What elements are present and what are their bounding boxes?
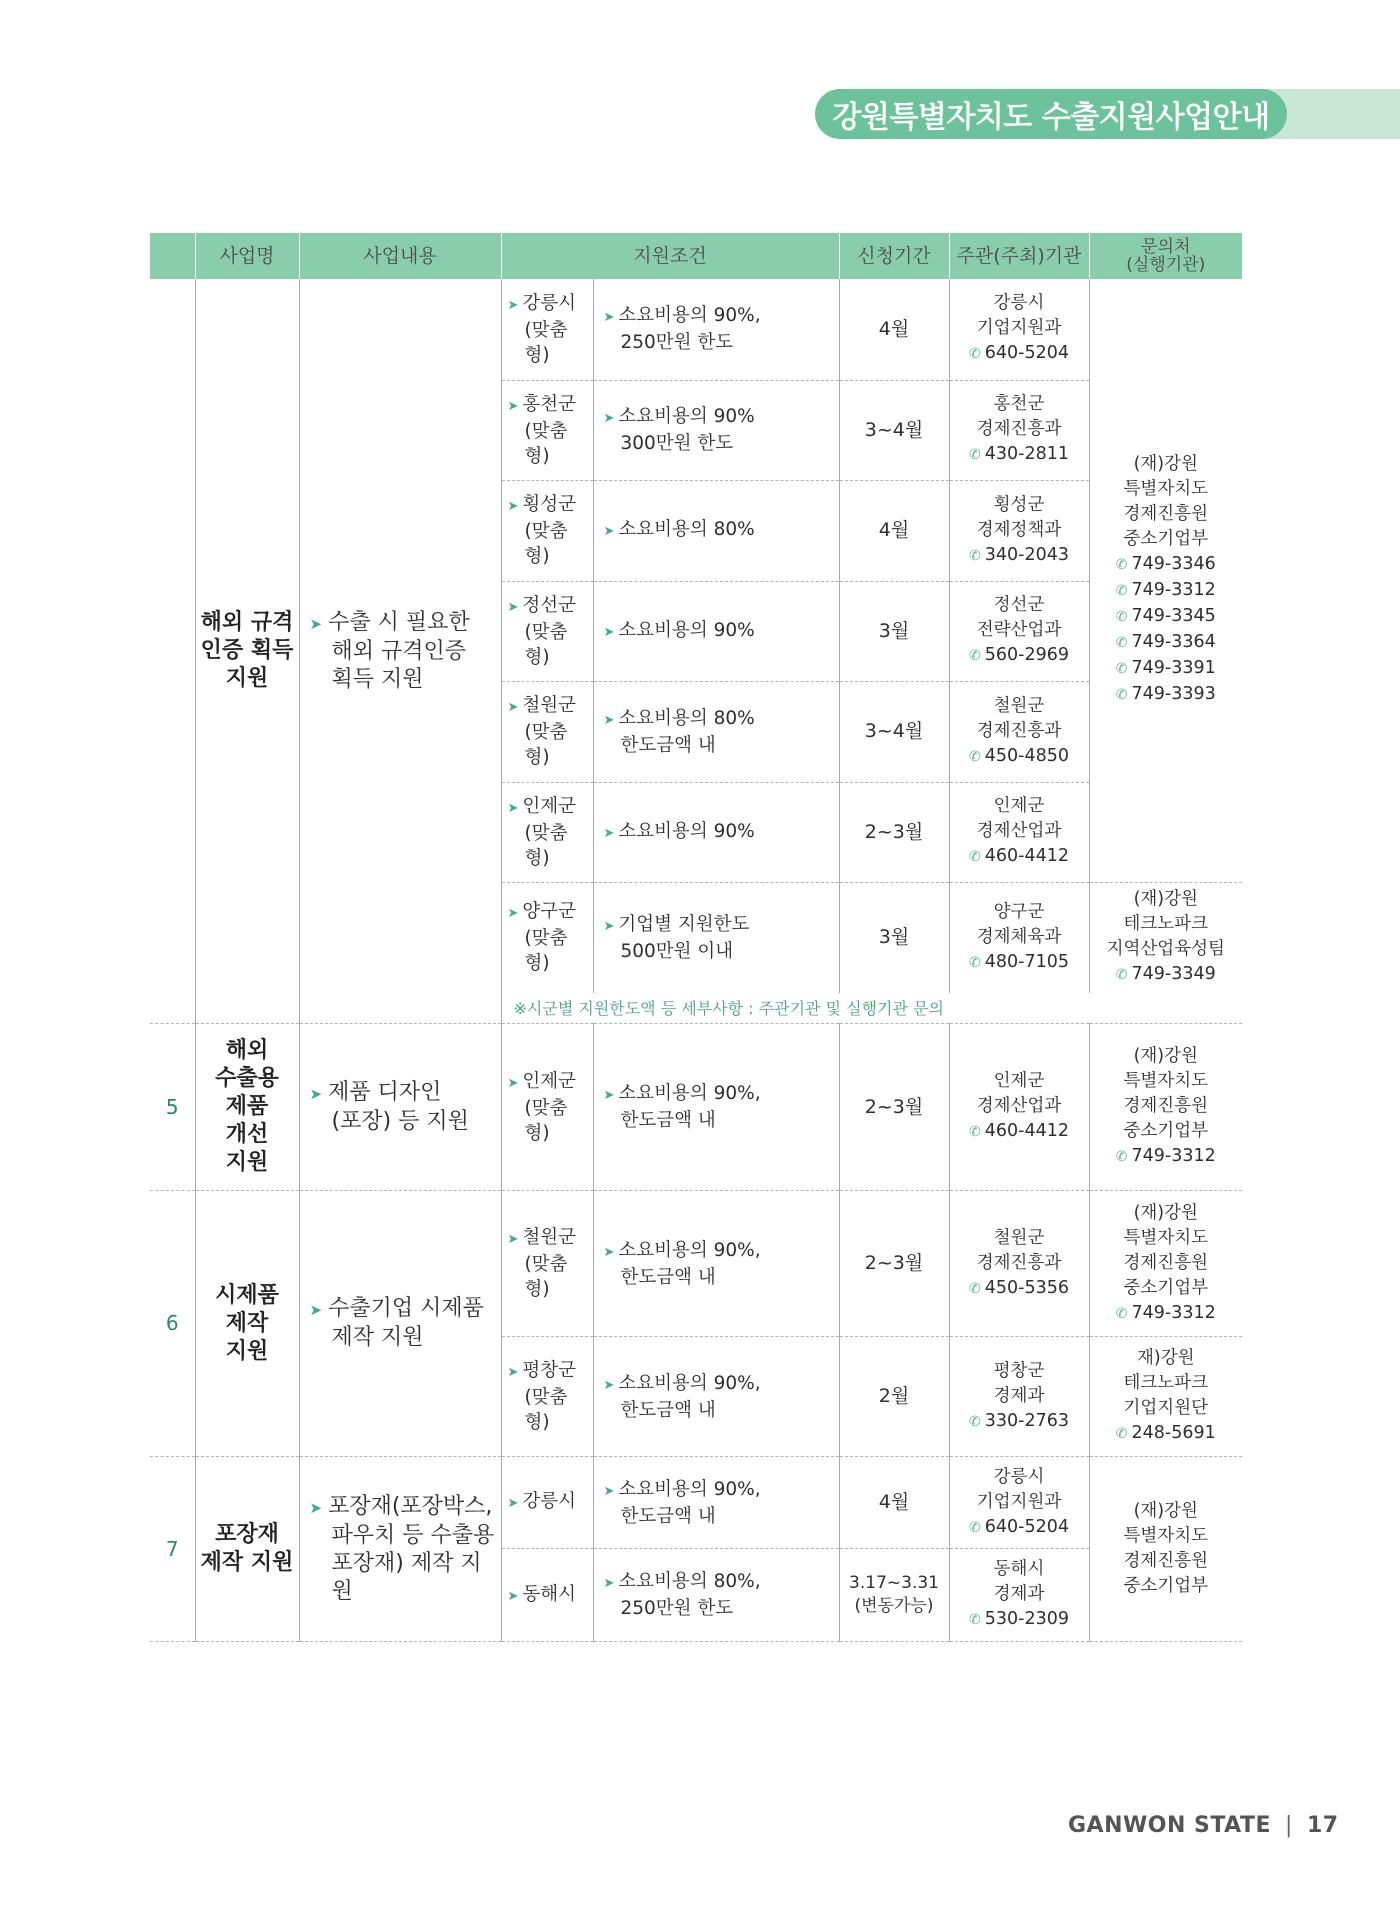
phone-icon: ✆: [1115, 1426, 1128, 1442]
region-cell: ➤ 횡성군 (맞춤형): [501, 480, 593, 581]
agency-cell: 정선군 전략산업과 ✆ 560-2969: [949, 581, 1089, 681]
arrow-right-icon: ➤: [507, 1588, 519, 1604]
condition-cell: ➤ 소요비용의 90%, 한도금액 내: [593, 1457, 839, 1549]
phone-icon: ✆: [969, 954, 981, 971]
condition-cell: ➤ 소요비용의 90%, 한도금액 내: [593, 1337, 839, 1457]
period-cell: 2월: [839, 1337, 949, 1457]
contact-cell: (재)강원 특별자치도 경제진흥원 중소기업부 ✆ 749-3346 ✆ 749-3312 ✆ 749-3345 ✆ 749-3364 ✆ 749-3391 ✆ 749-3393: [1089, 279, 1242, 882]
agency-cell: 강릉시 기업지원과 ✆ 640-5204: [949, 1457, 1089, 1549]
footer-separator: |: [1285, 1812, 1293, 1838]
agency-cell: 횡성군 경제정책과 ✆ 340-2043: [949, 480, 1089, 581]
business-content: ➤ 포장재(포장박스, 파우치 등 수출용 포장재) 제작 지원: [299, 1457, 501, 1642]
phone-icon: ✆: [969, 748, 981, 765]
arrow-right-icon: ➤: [507, 800, 519, 816]
arrow-right-icon: ➤: [507, 398, 519, 414]
agency-cell: 인제군 경제산업과 ✆ 460-4412: [949, 782, 1089, 882]
business-name: 해외 규격 인증 획득 지원: [195, 279, 299, 1024]
arrow-right-icon: ➤: [507, 1496, 519, 1511]
table-row: [150, 1457, 1242, 1549]
contact-cell: 재)강원 테크노파크 기업지원단 ✆ 248-5691: [1089, 1337, 1242, 1457]
arrow-right-icon: ➤: [603, 825, 615, 841]
period-cell: 4월: [839, 279, 949, 380]
period-cell: 2~3월: [839, 1024, 949, 1191]
region-cell: ➤ 평창군 (맞춤형): [501, 1337, 593, 1457]
period-cell: 3월: [839, 882, 949, 993]
condition-cell: ➤ 소요비용의 90%: [593, 581, 839, 681]
row-number: 7: [150, 1457, 195, 1642]
arrow-right-icon: ➤: [603, 1483, 615, 1499]
region-cell: ➤ 강릉시: [501, 1457, 593, 1549]
agency-cell: 동해시 경제과 ✆ 530-2309: [949, 1549, 1089, 1642]
header-apply-period: 신청기간: [839, 233, 949, 279]
agency-cell: 철원군 경제진흥과 ✆ 450-5356: [949, 1191, 1089, 1337]
arrow-right-icon: ➤: [507, 1075, 519, 1091]
table-header-row: [150, 233, 1242, 279]
region-cell: ➤ 동해시: [501, 1549, 593, 1642]
phone-icon: ✆: [1115, 967, 1128, 984]
arrow-right-icon: ➤: [603, 1576, 615, 1591]
period-cell: 3월: [839, 581, 949, 681]
phone-icon: ✆: [969, 1280, 981, 1297]
phone-icon: ✆: [1115, 635, 1128, 652]
region-cell: ➤ 인제군 (맞춤형): [501, 1024, 593, 1191]
phone-icon: ✆: [1115, 557, 1128, 574]
business-content: ➤ 수출 시 필요한 해외 규격인증 획득 지원: [299, 279, 501, 1024]
phone-icon: ✆: [1115, 687, 1128, 704]
period-cell: 4월: [839, 480, 949, 581]
business-content: ➤ 제품 디자인 (포장) 등 지원: [299, 1024, 501, 1191]
arrow-right-icon: ➤: [309, 1084, 323, 1103]
arrow-right-icon: ➤: [309, 1498, 323, 1517]
agency-cell: 철원군 경제진흥과 ✆ 450-4850: [949, 681, 1089, 782]
condition-cell: ➤ 소요비용의 90%, 250만원 한도: [593, 279, 839, 380]
period-cell: 2~3월: [839, 1191, 949, 1337]
region-cell: ➤ 철원군 (맞춤형): [501, 1191, 593, 1337]
table-row: [150, 1024, 1242, 1191]
condition-cell: ➤ 소요비용의 90%, 한도금액 내: [593, 1024, 839, 1191]
arrow-right-icon: ➤: [309, 1301, 323, 1319]
period-cell: 2~3월: [839, 782, 949, 882]
condition-cell: ➤ 소요비용의 90% 300만원 한도: [593, 380, 839, 480]
page-footer: [1068, 1810, 1339, 1840]
contact-cell: (재)강원 테크노파크 지역산업육성팀 ✆ 749-3349: [1089, 882, 1242, 993]
arrow-right-icon: ➤: [309, 614, 323, 633]
business-name: 해외 수출용 제품 개선 지원: [195, 1024, 299, 1191]
arrow-right-icon: ➤: [603, 918, 615, 934]
phone-icon: ✆: [969, 1612, 981, 1628]
arrow-right-icon: ➤: [603, 524, 615, 539]
region-cell: ➤ 철원군 (맞춤형): [501, 681, 593, 782]
arrow-right-icon: ➤: [603, 1244, 615, 1260]
condition-cell: ➤ 소요비용의 90%: [593, 782, 839, 882]
agency-cell: 인제군 경제산업과 ✆ 460-4412: [949, 1024, 1089, 1191]
phone-icon: ✆: [969, 346, 981, 363]
agency-cell: 강릉시 기업지원과 ✆ 640-5204: [949, 279, 1089, 380]
period-cell: 3~4월: [839, 380, 949, 480]
phone-icon: ✆: [1115, 661, 1128, 678]
agency-cell: 홍천군 경제진흥과 ✆ 430-2811: [949, 380, 1089, 480]
header-business-name: 사업명: [195, 233, 299, 279]
header-support-condition: 지원조건: [501, 233, 839, 279]
arrow-right-icon: ➤: [603, 624, 615, 640]
region-cell: ➤ 인제군 (맞춤형): [501, 782, 593, 882]
header-contact: 문의처 (실행기관): [1089, 233, 1242, 279]
period-cell: 3.17~3.31 (변동가능): [839, 1549, 949, 1642]
page-banner-title: 강원특별자치도 수출지원사업안내: [815, 89, 1287, 139]
business-name: 시제품 제작 지원: [195, 1191, 299, 1457]
arrow-right-icon: ➤: [507, 1232, 519, 1247]
agency-cell: 양구군 경제체육과 ✆ 480-7105: [949, 882, 1089, 993]
export-support-table: [150, 233, 1242, 1642]
region-cell: ➤ 강릉시 (맞춤형): [501, 279, 593, 380]
arrow-right-icon: ➤: [507, 1365, 519, 1380]
condition-cell: ➤ 소요비용의 80% 한도금액 내: [593, 681, 839, 782]
arrow-right-icon: ➤: [507, 297, 519, 313]
period-cell: 4월: [839, 1457, 949, 1549]
page-number: 17: [1306, 1812, 1339, 1838]
contact-cell: (재)강원 특별자치도 경제진흥원 중소기업부 ✆ 749-3312: [1089, 1191, 1242, 1337]
table-row: [150, 1191, 1242, 1337]
arrow-right-icon: ➤: [507, 906, 519, 922]
condition-cell: ➤ 소요비용의 90%, 한도금액 내: [593, 1191, 839, 1337]
phone-icon: ✆: [969, 1124, 981, 1140]
phone-icon: ✆: [969, 849, 981, 865]
region-cell: ➤ 정선군 (맞춤형): [501, 581, 593, 681]
phone-icon: ✆: [969, 547, 981, 564]
arrow-right-icon: ➤: [507, 599, 519, 615]
phone-icon: ✆: [969, 1519, 981, 1536]
phone-icon: ✆: [969, 447, 981, 463]
row-number: 5: [150, 1024, 195, 1191]
contact-cell: (재)강원 특별자치도 경제진흥원 중소기업부: [1089, 1457, 1242, 1642]
region-cell: ➤ 양구군 (맞춤형): [501, 882, 593, 993]
phone-icon: ✆: [1115, 583, 1128, 600]
phone-icon: ✆: [1115, 1149, 1128, 1165]
note-text: ※시군별 지원한도액 등 세부사항 : 주관기관 및 실행기관 문의: [501, 993, 1242, 1024]
arrow-right-icon: ➤: [603, 1088, 615, 1103]
phone-icon: ✆: [969, 1413, 981, 1430]
header-host-agency: 주관(주최)기관: [949, 233, 1089, 279]
phone-icon: ✆: [1115, 1305, 1128, 1322]
arrow-right-icon: ➤: [603, 411, 615, 426]
contact-cell: (재)강원 특별자치도 경제진흥원 중소기업부 ✆ 749-3312: [1089, 1024, 1242, 1191]
arrow-right-icon: ➤: [603, 712, 615, 728]
region-cell: ➤ 홍천군 (맞춤형): [501, 380, 593, 480]
business-content: ➤ 수출기업 시제품 제작 지원: [299, 1191, 501, 1457]
arrow-right-icon: ➤: [507, 499, 519, 514]
condition-cell: ➤ 소요비용의 80%, 250만원 한도: [593, 1549, 839, 1642]
row-number: 6: [150, 1191, 195, 1457]
arrow-right-icon: ➤: [603, 1377, 615, 1393]
condition-cell: ➤ 소요비용의 80%: [593, 480, 839, 581]
table-row: [150, 279, 1242, 380]
header-number: [150, 233, 195, 279]
phone-icon: ✆: [969, 648, 981, 664]
footer-brand: GANWON STATE: [1068, 1812, 1272, 1838]
arrow-right-icon: ➤: [603, 310, 615, 326]
condition-cell: ➤ 기업별 지원한도 500만원 이내: [593, 882, 839, 993]
business-name: 포장재 제작 지원: [195, 1457, 299, 1642]
header-business-content: 사업내용: [299, 233, 501, 279]
agency-cell: 평창군 경제과 ✆ 330-2763: [949, 1337, 1089, 1457]
phone-icon: ✆: [1115, 609, 1128, 626]
row-number: [150, 279, 195, 1024]
arrow-right-icon: ➤: [507, 700, 519, 715]
period-cell: 3~4월: [839, 681, 949, 782]
